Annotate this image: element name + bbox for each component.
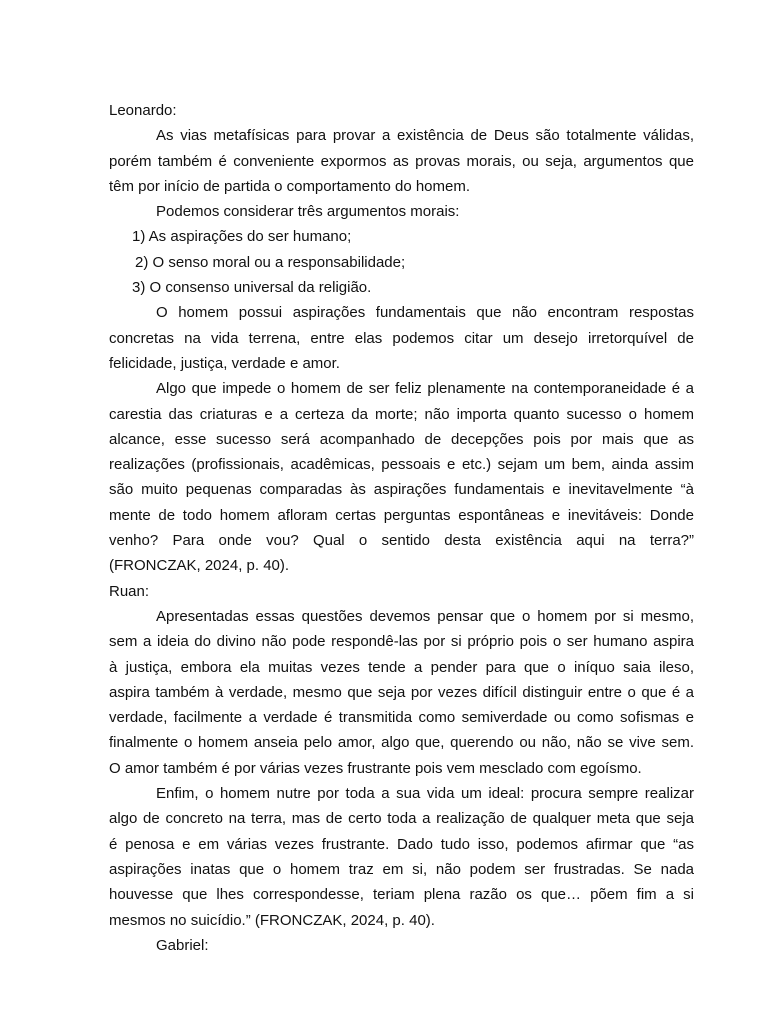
text-line: felicidade, justiça, verdade e amor. bbox=[109, 354, 340, 372]
text-line: venho? Para onde vou? Qual o sentido desta existência aqui na terra?” bbox=[109, 532, 694, 550]
speaker-ruan: Ruan: bbox=[109, 582, 150, 600]
text-line: carestia das criaturas e a certeza da morte; não importa quanto sucesso o homem bbox=[109, 405, 694, 423]
text-line: (FRONCZAK, 2024, p. 40). bbox=[109, 557, 290, 575]
paragraph-5 bbox=[109, 604, 694, 781]
text-line: mente de todo homem afloram certas perguntas espontâneas e inevitáveis: Donde bbox=[109, 506, 694, 524]
speaker-leonardo: Leonardo: bbox=[109, 102, 177, 119]
text-line: realizações (profissionais, acadêmicas, pessoais e etc.) sejam um bem, ainda assim bbox=[109, 456, 694, 474]
text-line: Apresentadas essas questões devemos pensar que o homem por si mesmo, bbox=[156, 607, 694, 625]
text-line: à justiça, embora ela muitas vezes tende a pender para que o iníquo saia ileso, bbox=[109, 658, 694, 676]
text-line: é penosa e em várias vezes frustrante. Dado tudo isso, podemos afirmar que “as bbox=[109, 835, 694, 853]
speaker-gabriel: Gabriel: bbox=[156, 936, 209, 954]
text-line: Enfim, o homem nutre por toda a sua vida um ideal: procura sempre realizar bbox=[156, 785, 694, 803]
text-line: verdade, facilmente a verdade é transmitida como semiverdade ou como sofismas e bbox=[109, 709, 694, 727]
list-item: 2) O senso moral ou a responsabilidade; bbox=[135, 253, 406, 271]
text-line: As vias metafísicas para provar a existência de Deus são totalmente válidas, bbox=[156, 127, 694, 145]
document-body bbox=[109, 98, 694, 958]
text-line: porém também é conveniente expormos as provas morais, ou seja, argumentos que bbox=[109, 152, 694, 170]
list-item: 1) As aspirações do ser humano; bbox=[132, 228, 352, 246]
text-line: O amor também é por várias vezes frustrante pois vem mesclado com egoísmo. bbox=[109, 759, 642, 777]
arguments-list bbox=[109, 224, 694, 300]
paragraph-4 bbox=[109, 376, 694, 578]
paragraph-2: Podemos considerar três argumentos morais: bbox=[156, 203, 460, 221]
text-line: algo de concreto na terra, mas de certo toda a realização de qualquer meta que seja bbox=[109, 810, 694, 828]
text-line: aspira também à verdade, mesmo que seja por vezes difícil distinguir entre o que é a bbox=[109, 683, 694, 701]
text-line: O homem possui aspirações fundamentais que não encontram respostas bbox=[156, 304, 694, 322]
text-line: Algo que impede o homem de ser feliz plenamente na contemporaneidade é a bbox=[156, 380, 694, 398]
list-item: 3) O consenso universal da religião. bbox=[132, 279, 372, 297]
text-line: mesmos no suicídio.” (FRONCZAK, 2024, p. 40). bbox=[109, 911, 435, 929]
paragraph-1 bbox=[109, 123, 694, 199]
text-line: sem a ideia do divino não pode respondê-las por si próprio pois o ser humano aspira bbox=[109, 633, 694, 651]
text-line: concretas na vida terrena, entre elas podemos citar um desejo irretorquível de bbox=[109, 329, 694, 347]
text-line: houvesse que lhes correspondesse, teriam plena razão os que… põem fim a si bbox=[109, 886, 694, 904]
paragraph-6 bbox=[109, 781, 694, 933]
text-line: finalmente o homem anseia pelo amor, algo que, querendo ou não, não se vive sem. bbox=[109, 734, 694, 752]
text-line: alcance, esse sucesso será acompanhado de decepções pois por mais que as bbox=[109, 430, 694, 448]
text-line: têm por início de partida o comportamento do homem. bbox=[109, 177, 471, 195]
paragraph-3 bbox=[109, 300, 694, 376]
text-line: são muito pequenas comparadas às aspirações fundamentais e inevitavelmente “à bbox=[109, 481, 694, 499]
text-line: aspirações inatas que o homem traz em si, não podem ser frustradas. Se nada bbox=[109, 860, 694, 878]
